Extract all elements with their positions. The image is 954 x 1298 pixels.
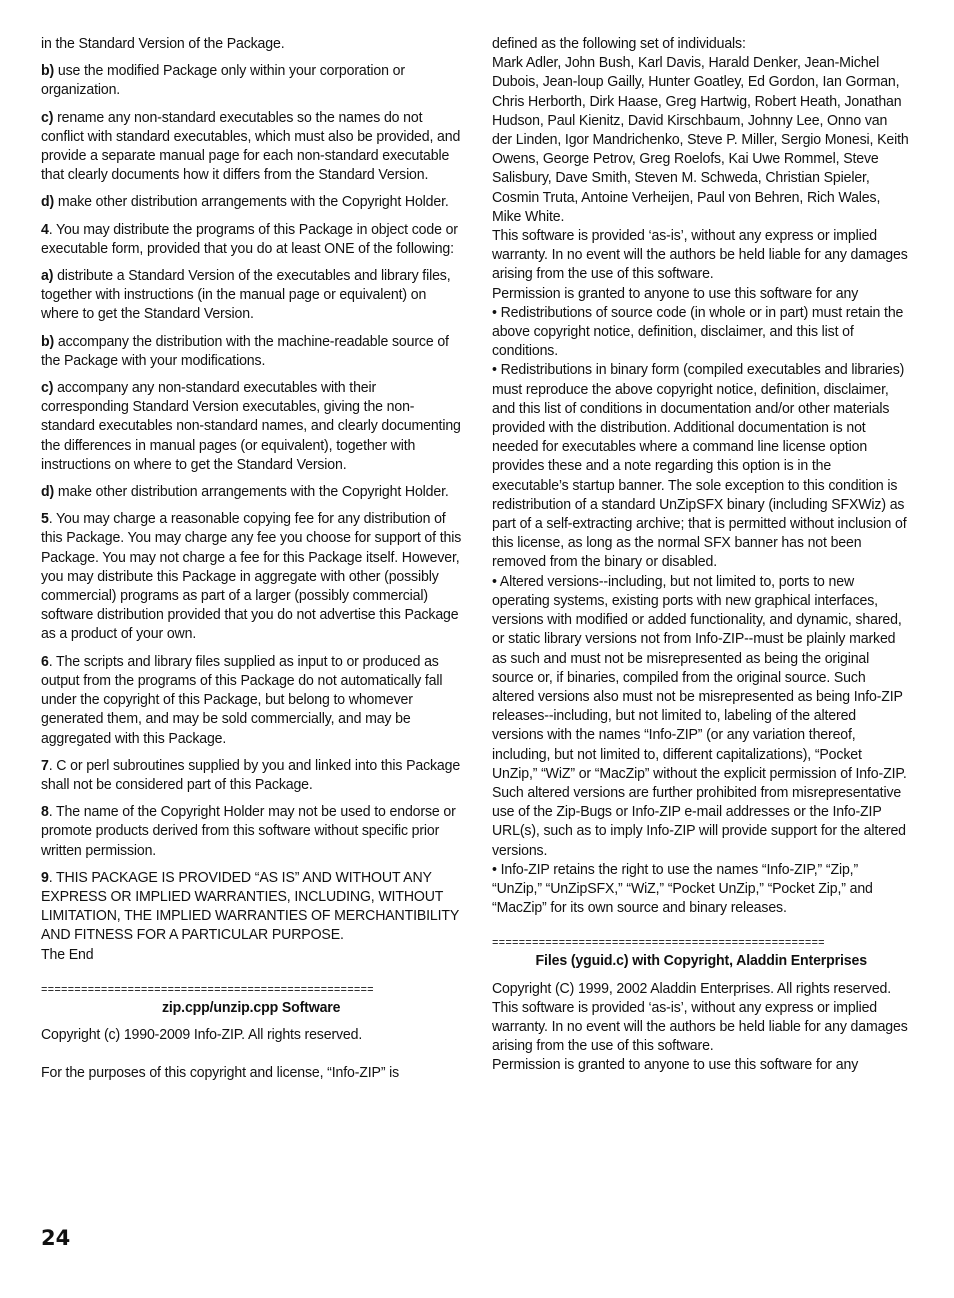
the-end: The End [41,945,94,963]
section-text: . C or perl subroutines supplied by you and linked into this Package shall not be considered part of this Package. [41,756,461,793]
restriction-item: • Redistributions of source code (in whole or in part) must retain the above copyright notice, definition, disclaimer, and this list of conditions. [492,303,904,360]
clause-text: use the modified Package only within your corporation or organization. [41,62,405,99]
section-number: 9 [41,868,49,886]
section-7 [41,756,461,794]
clause-text: accompany any non-standard executables with their corresponding Standard Version executables, giving the non-standard executables non-standard names, and clearly documenting the differences in manual pages (or equivalent), together with instructions on where to get the Standard Version. [41,379,461,473]
section-text: . You may charge a reasonable copying fee for any distribution of this Package. You may charge any fee you choose for support of this Package. You may not charge a fee for this Package itself. However, you may distribute this Package in aggregate with other (possibly commercial) programs as part of a larger (possibly commercial) software distribution provided that you do not advertise this Package as a product of your own. [41,510,462,643]
contributor-list: Mark Adler, John Bush, Karl Davis, Harald Denker, Jean-Michel Dubois, Jean-loup Gailly, Hunter Goatley, Ed Gordon, Ian Gorman, Chris Herborth, Dirk Haase, Greg Hartwig, Robert Heath, Jonathan Hudson, Paul Kienitz, David Kirschbaum, Johnny Lee, Onno van der Linden, Igor Mandrichenko, Steve P. Miller, Sergio Monesi, Keith Owens, George Petrov, Greg Roelofs, Kai Uwe Rommel, Steve Salisbury, Dave Smith, Steven M. Schweda, Christian Spieler, Cosmin Truta, Antoine Verheijen, Paul von Behren, Rich Wales, Mike White. [492,54,909,225]
clause-c [41,378,461,474]
separator-rule: ================================================== [41,983,374,997]
section-heading: Files (yguid.c) with Copyright, Aladdin Enterprises [535,952,867,970]
copyright-line: Copyright (c) 1990-2009 Info-ZIP. All rights reserved. [41,1025,363,1043]
separator-rule: ================================================== [492,937,825,951]
right-column [492,34,911,1075]
clause-label: a) [41,267,54,285]
permission: Permission is granted to anyone to use this software for any [492,1056,859,1074]
paragraph: For the purposes of this copyright and license, “Info-ZIP” is [41,1064,400,1082]
copyright-line: Copyright (C) 1999, 2002 Aladdin Enterprises. All rights reserved. [492,979,892,997]
paragraph: in the Standard Version of the Package. [41,35,285,52]
section-text: . The name of the Copyright Holder may not be used to endorse or promote products derived from this software without specific prior written permission. [41,803,456,859]
section-number: 6 [41,652,49,670]
section-text: . THIS PACKAGE IS PROVIDED “AS IS” AND WITHOUT ANY EXPRESS OR IMPLIED WARRANTIES, INCLUDING, WITHOUT LIMITATION, THE IMPLIED WARRANTIES OF MERCHANTIBILITY AND FITNESS FOR A PARTICULAR PURPOSE. [41,868,459,944]
clause-label: c) [41,108,54,126]
clause-label: b) [41,62,55,80]
section-5 [41,509,461,643]
section-6 [41,652,461,748]
clause-label: d) [41,483,55,501]
section-text: . The scripts and library files supplied as input to or produced as output from the programs of this Package do not automatically fall under the copyright of this Package, but belong to whomever generated them, and may be sold commercially, and may be aggregated with this Package. [41,652,443,747]
clause-b [41,332,461,370]
clause-text: distribute a Standard Version of the executables and library files, together with instructions (in the manual page or equivalent) on where to get the Standard Version. [41,267,451,323]
clause-label: b) [41,332,55,350]
paragraph: defined as the following set of individuals: [492,35,746,52]
permission: Permission is granted to anyone to use this software for any [492,284,859,302]
clause-c [41,108,461,185]
clause-d [41,482,461,501]
section-4 [41,220,461,258]
section-number: 5 [41,510,49,528]
clause-label: c) [41,379,54,397]
clause-d [41,192,461,211]
section-number: 8 [41,803,49,821]
clause-text: rename any non-standard executables so the names do not conflict with standard executables, which must also be provided, and provide a separate manual page for each non-standard executable that clearly documents how it differs from the Standard Version. [41,108,461,184]
clause-label: d) [41,193,55,211]
section-number: 4 [41,220,49,238]
clause-b [41,61,461,99]
clause-text: make other distribution arrangements with the Copyright Holder. [54,483,449,501]
clause-a [41,266,461,324]
restriction-item: • Info-ZIP retains the right to use the names “Info-ZIP,” “Zip,” “UnZip,” “UnZipSFX,” “WiZ,” “Pocket UnZip,” “Pocket Zip,” and “MacZip” for its own source and binary releases. [492,860,873,917]
restriction-item: • Altered versions--including, but not limited to, ports to new operating systems, existing ports with new graphical interfaces, versions with modified or added functionality, and dynamic, shared, or static library versions not from Info-ZIP--must be plainly marked as such and must not be misrepresented as being the original source or, if binaries, compiled from the original source. Such altered versions also must not be misrepresented as being Info-ZIP releases--including, but not limited to, labeling of the altered versions with the names “Info-ZIP” (or any variation thereof, including, but not limited to, different capitalizations), “Pocket UnZip,” “WiZ” or “MacZip” without the explicit permission of Info-ZIP. Such altered versions are further prohibited from misrepresentative use of the Zip-Bugs or Info-ZIP e-mail addresses or the Info-ZIP URL(s), such as to imply Info-ZIP will provide support for the altered versions. [492,572,907,859]
restriction-item: • Redistributions in binary form (compiled executables and libraries) must reproduce the above copyright notice, definition, disclaimer, and this list of conditions in documentation and/or other materials provided with the distribution. Additional documentation is not needed for executables where a command line license option provides these and a note regarding this option is in the executable’s startup banner. The sole exception to this condition is redistribution of a standard UnZipSFX binary (including SFXWiz) as part of a self-extracting archive; that is permitted without inclusion of this license, as long as the normal SFX banner has not been removed from the binary or disabled. [492,361,907,571]
section-8 [41,802,461,860]
section-9 [41,868,461,945]
clause-text: make other distribution arrangements with the Copyright Holder. [54,193,449,211]
clause-text: accompany the distribution with the machine-readable source of the Package with your modifications. [41,332,449,369]
disclaimer: This software is provided ‘as-is’, without any express or implied warranty. In no event will the authors be held liable for any damages arising from the use of this software. [492,227,908,283]
section-number: 7 [41,756,49,774]
page-number: 24 [41,1226,71,1250]
section-text: . You may distribute the programs of this Package in object code or executable form, provided that you do at least ONE of the following: [41,220,458,257]
section-heading: zip.cpp/unzip.cpp Software [161,998,341,1016]
disclaimer: This software is provided ‘as-is’, without any express or implied warranty. In no event will the authors be held liable for any damages arising from the use of this software. [492,998,908,1055]
left-column [41,34,461,1082]
